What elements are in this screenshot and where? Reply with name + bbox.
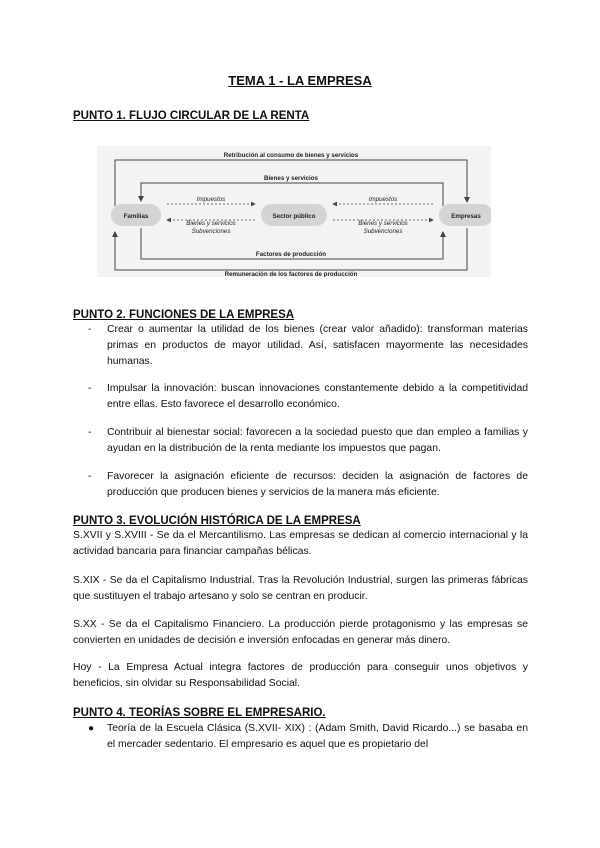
list-bullet: ● bbox=[88, 723, 95, 734]
list-item: Teoría de la Escuela Clásica (S.XVII- XIX) : (Adam Smith, David Ricardo...) se basaba en el mercader sedentario. El empresario es aquel que es propietario del bbox=[107, 723, 528, 751]
list-bullet: - bbox=[88, 427, 92, 438]
list-item: Favorecer la asignación eficiente de recursos: deciden la asignación de factores de producción que producen bienes y servicios de la manera más eficiente. bbox=[107, 471, 528, 499]
label-bienes-servicios: Bienes y servicios bbox=[263, 175, 319, 182]
node-empresas-label: Empresas bbox=[451, 213, 481, 220]
list-item: Impulsar la innovación: buscan innovaciones constantemente debido a la competitividad entre ellas. Esto favorece el desarrollo económico. bbox=[107, 383, 528, 411]
node-familias-label: Familias bbox=[123, 213, 149, 220]
label-remuneracion: Remuneración de los factores de producción bbox=[224, 271, 358, 277]
label-right-bienes: Bienes y servicios bbox=[358, 220, 408, 227]
list-item: Crear o aumentar la utilidad de los bienes (crear valor añadido): transforman materias primas en productos de mayor utilidad. Así, satisfacen mayormente las necesidades humanas. bbox=[107, 324, 528, 368]
document-title: TEMA 1 - LA EMPRESA bbox=[228, 73, 372, 88]
list-bullet: - bbox=[88, 471, 92, 482]
node-sector-publico-label: Sector público bbox=[272, 213, 316, 220]
list-item: Contribuir al bienestar social: favorecen a la sociedad puesto que dan empleo a familias y ayudan en la distribución de la renta mediante los impuestos que pagan. bbox=[107, 427, 528, 455]
list-bullet: - bbox=[88, 324, 92, 335]
history-paragraph: Hoy - La Empresa Actual integra factores de producción para conseguir unos objetivos y beneficios, sin olvidar su Responsabilidad Social. bbox=[73, 662, 528, 690]
label-retribucion: Retribución al consumo de bienes y servicios bbox=[223, 152, 359, 159]
inner-top-arrow bbox=[141, 183, 443, 206]
circular-flow-svg bbox=[97, 146, 491, 277]
list-bullet: - bbox=[88, 383, 92, 394]
section-heading-1: PUNTO 1. FLUJO CIRCULAR DE LA RENTA bbox=[73, 110, 310, 122]
section-heading-4: PUNTO 4. TEORÍAS SOBRE EL EMPRESARIO. bbox=[73, 707, 326, 719]
circular-flow-diagram bbox=[97, 146, 491, 277]
label-left-bienes: Bienes y servicios bbox=[186, 220, 236, 227]
history-paragraph: S.XIX - Se da el Capitalismo Industrial. Tras la Revolución Industrial, surgen las primeras fábricas que sustituyen el trabajo artesano y solo se centran en producir. bbox=[73, 575, 528, 603]
label-right-impuestos: Impuestos bbox=[368, 196, 398, 203]
label-right-subvenciones: Subvenciones bbox=[363, 228, 403, 235]
history-paragraph: S.XX - Se da el Capitalismo Financiero. La producción pierde protagonismo y las empresas se convierten en unidades de decisión e inversión enfocadas en generar más dinero. bbox=[73, 619, 528, 647]
section-heading-3: PUNTO 3. EVOLUCIÓN HISTÓRICA DE LA EMPRESA bbox=[73, 515, 361, 527]
section-heading-2: PUNTO 2. FUNCIONES DE LA EMPRESA bbox=[73, 309, 295, 321]
label-left-subvenciones: Subvenciones bbox=[191, 228, 231, 235]
label-factores: Factores de producción bbox=[255, 251, 327, 258]
label-left-impuestos: Impuestos bbox=[196, 196, 226, 203]
history-paragraph: S.XVII y S.XVIII - Se da el Mercantilismo. Las empresas se dedican al comercio internacional y la actividad bancaria para financiar campañas bélicas. bbox=[73, 530, 528, 558]
outer-bottom-arrow bbox=[115, 228, 467, 270]
